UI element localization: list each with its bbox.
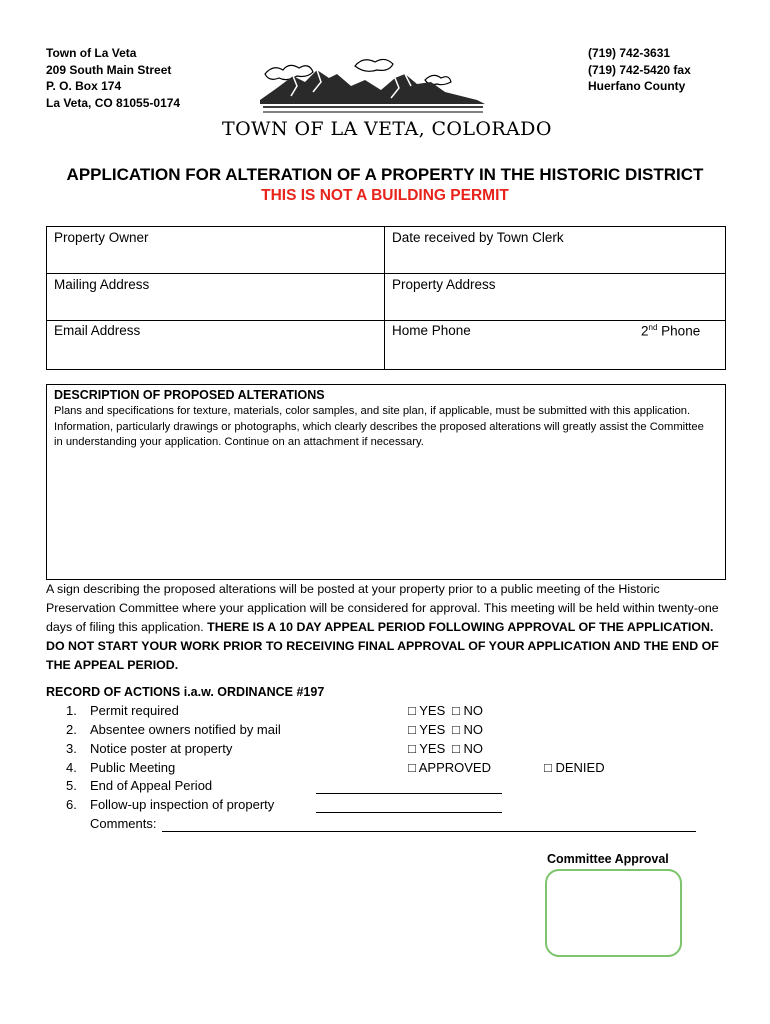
email-address-field[interactable]: Email Address: [54, 323, 141, 338]
second-phone-prefix: 2: [641, 323, 649, 339]
form-title: APPLICATION FOR ALTERATION OF A PROPERTY IN THE HISTORIC DISTRICT: [66, 165, 704, 184]
description-instructions: Plans and specifications for texture, materials, color samples, and site plan, if applicable, must be submitted with this application. Information, particularly drawings or photographs, which clearly describes the proposed alterations will greatly assist the Committee in understanding your application. Continue on an attachment if necessary.: [54, 405, 704, 448]
comments-line[interactable]: [162, 831, 696, 832]
approved-checkbox[interactable]: □ APPROVED: [408, 760, 491, 775]
no-checkbox[interactable]: □ NO: [452, 741, 483, 756]
followup-inspection-line[interactable]: [316, 812, 502, 813]
property-owner-field[interactable]: Property Owner: [54, 230, 149, 245]
record-heading: RECORD OF ACTIONS i.a.w. ORDINANCE #197: [46, 685, 325, 699]
home-phone-field[interactable]: Home Phone: [392, 323, 471, 338]
table-divider: [384, 227, 385, 369]
appeal-period-line[interactable]: [316, 793, 502, 794]
second-phone-suffix: Phone: [657, 323, 701, 339]
fax-line: (719) 742-5420 fax: [588, 62, 691, 77]
item-number: 2.: [66, 722, 77, 737]
contact-block: [588, 45, 691, 95]
yes-checkbox[interactable]: □ YES: [408, 741, 446, 756]
form-subtitle: THIS IS NOT A BUILDING PERMIT: [261, 187, 509, 204]
item-number: 6.: [66, 797, 77, 812]
comments-label: Comments:: [90, 816, 157, 831]
mailing-address-field[interactable]: Mailing Address: [54, 277, 150, 292]
item-label: Notice poster at property: [90, 741, 233, 756]
item-number: 3.: [66, 741, 77, 756]
county-line: Huerfano County: [588, 79, 686, 93]
description-box[interactable]: [46, 384, 726, 580]
logo-town-name: TOWN OF LA VETA, COLORADO: [222, 118, 552, 140]
yes-checkbox[interactable]: □ YES: [408, 722, 446, 737]
description-heading: DESCRIPTION OF PROPOSED ALTERATIONS: [54, 388, 325, 402]
second-phone-sup: nd: [648, 323, 658, 332]
property-address-field[interactable]: Property Address: [392, 277, 496, 292]
item-number: 1.: [66, 703, 77, 718]
second-phone-field[interactable]: [641, 323, 700, 339]
item-number: 5.: [66, 778, 77, 793]
item-label: End of Appeal Period: [90, 778, 213, 793]
no-checkbox[interactable]: □ NO: [452, 722, 483, 737]
address-line: P. O. Box 174: [46, 79, 122, 93]
address-line: 209 South Main Street: [46, 62, 172, 77]
yes-checkbox[interactable]: □ YES: [408, 703, 446, 718]
applicant-info-table: [46, 226, 726, 370]
item-label: Public Meeting: [90, 760, 176, 775]
notice-warning: THERE IS A 10 DAY APPEAL PERIOD FOLLOWING APPROVAL OF THE APPLICATION. DO NOT START YOUR WORK PRIOR TO RECEIVING FINAL APPROVAL OF YOUR APPLICATION AND THE END OF THE APPEAL PERIOD.: [46, 620, 719, 672]
committee-approval-label: Committee Approval: [547, 852, 669, 866]
denied-checkbox[interactable]: □ DENIED: [544, 760, 605, 775]
item-number: 4.: [66, 760, 77, 775]
no-checkbox[interactable]: □ NO: [452, 703, 483, 718]
item-label: Follow-up inspection of property: [90, 797, 275, 812]
address-line: Town of La Veta: [46, 46, 137, 60]
table-divider: [47, 273, 725, 274]
phone-line: (719) 742-3631: [588, 46, 671, 60]
address-line: La Veta, CO 81055-0174: [46, 95, 181, 110]
committee-approval-box[interactable]: [545, 869, 682, 957]
table-divider: [47, 320, 725, 321]
item-label: Absentee owners notified by mail: [90, 722, 281, 737]
notice-text: A sign describing the proposed alterations will be posted at your property prior to a public meeting of the Historic Preservation Committee where your application will be considered for approval. This meeting will be held within twenty-one days of filing this application.: [46, 582, 719, 634]
date-received-field[interactable]: Date received by Town Clerk: [392, 230, 564, 245]
town-address-block: [46, 45, 180, 111]
item-label: Permit required: [90, 703, 179, 718]
notice-paragraph: [46, 580, 726, 675]
